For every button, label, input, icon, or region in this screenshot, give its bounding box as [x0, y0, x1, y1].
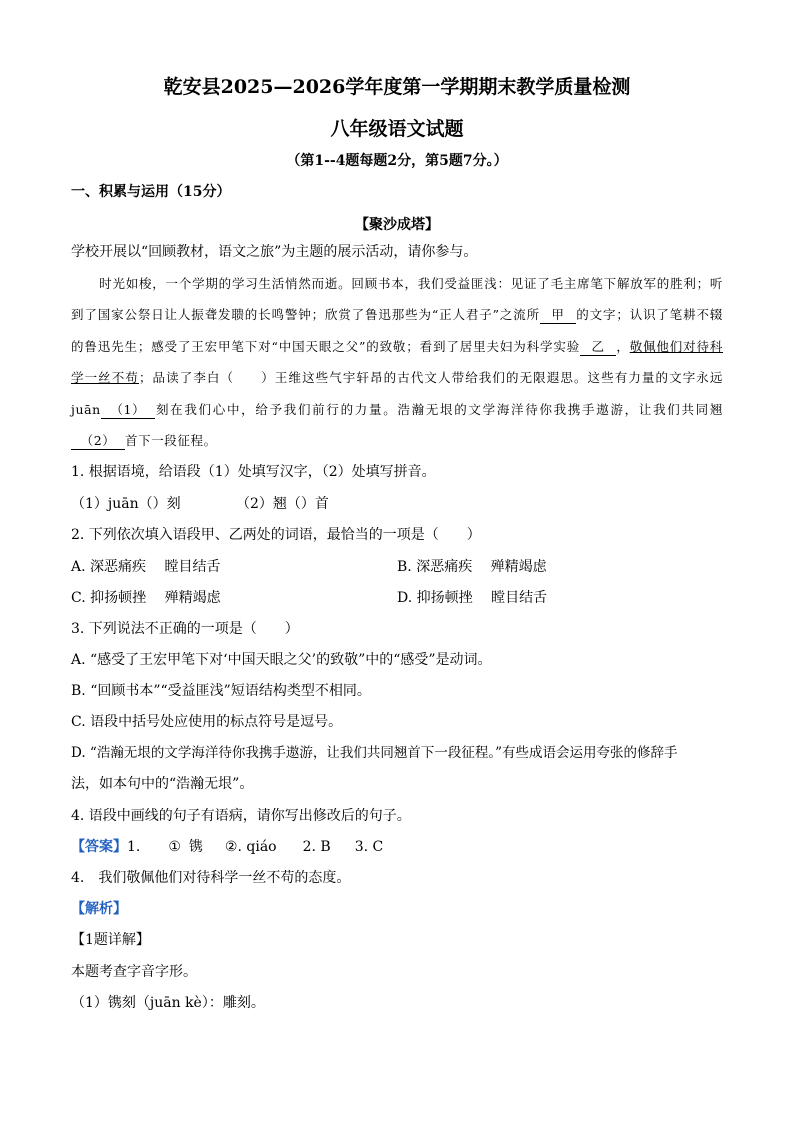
score-note: （第1--4题每题2分，第5题7分。）: [286, 153, 508, 169]
answer-1-value-1: 镌: [188, 839, 203, 855]
question-3-option-a: A. “感受了王宏甲笔下对‘中国天眼之父’的致敬”中的“感受”是动词。: [71, 652, 492, 668]
blank-2: （2）: [71, 433, 125, 450]
answer-1-value-2: . qiáo: [237, 839, 277, 855]
analysis-label: 【解析】: [71, 901, 127, 917]
passage-part-3: ，: [616, 338, 630, 354]
question-1: 1. 根据语境，给语段（1）处填写汉字，（2）处填写拼音。: [71, 464, 436, 480]
answer-3: 3. C: [354, 839, 384, 855]
passage-part-4: ；品读了李白（ ）王维这些气宇轩昂的古代文人带给我们的无限遐思。这些有力量的文字永远juān: [71, 370, 723, 417]
blank-yi: 乙: [580, 339, 616, 356]
passage-part-6: 首下一段征程。: [125, 433, 217, 449]
question-1-part-2: （2）翘（）首: [236, 496, 329, 512]
reading-passage: [71, 268, 723, 456]
blank-jia: 甲: [540, 307, 576, 324]
question-2-option-c: C. 抑扬顿挫 殚精竭虑: [71, 590, 221, 606]
question-2-option-a: A. 深恶痛疾 瞠目结舌: [71, 559, 221, 575]
question-3-option-d-line-1: D. “浩瀚无垠的文学海洋待你我携手遨游，让我们共同翘首下一段征程。”有些成语会运用夸张的修辞手: [71, 745, 678, 761]
question-2: 2. 下列依次填入语段甲、乙两处的词语，最恰当的一项是（ ）: [71, 527, 481, 543]
answer-1-number: 1.: [127, 839, 141, 855]
blank-1: （1）: [101, 402, 155, 419]
question-2-option-b: B. 深恶痛疾 殚精竭虑: [397, 559, 547, 575]
answer-2: 2. B: [302, 839, 331, 855]
exam-subtitle: 八年级语文试题: [330, 118, 464, 140]
question-3-option-d-line-2: 法，如本句中的“浩瀚无垠”。: [71, 776, 254, 792]
question-2-option-d: D. 抑扬顿挫 瞠目结舌: [397, 590, 548, 606]
answer-row: [71, 837, 383, 857]
section-theme: 【聚沙成塔】: [355, 217, 439, 233]
question-3-option-c: C. 语段中括号处应使用的标点符号是逗号。: [71, 714, 343, 730]
question-3: 3. 下列说法不正确的一项是（ ）: [71, 621, 299, 637]
question-3-option-b: B. “回顾书本”“受益匪浅”短语结构类型不相同。: [71, 683, 371, 699]
passage-part-2: 的文字；认识了笔耕不辍的鲁迅先生；感受了王宏甲笔下对“中国天眼之父”的致敬；看到了居里夫妇为科学实验: [71, 307, 723, 354]
answer-1-mark-2: ②: [224, 839, 238, 855]
passage-part-5: 刻在我们心中，给予我们前行的力量。浩瀚无垠的文学海洋待你我携手遨游，让我们共同翘: [154, 401, 723, 417]
exam-title: 乾安县2025—2026学年度第一学期期末教学质量检测: [163, 76, 631, 98]
section-intro: 学校开展以“回顾教材，语文之旅”为主题的展示活动，请你参与。: [71, 244, 478, 260]
question-4: 4. 语段中画线的句子有语病，请你写出修改后的句子。: [71, 808, 411, 824]
passage-part-1: 时光如梭，一个学期的学习生活悄然而逝。回顾书本，我们受益匪浅：见证了毛主席笔下解放军的胜利；听到了国家公祭日让人振聋发聩的长鸣警钟；欣赏了鲁迅那些为“正人君子”之流所: [71, 276, 723, 323]
answer-label: 【答案】: [71, 839, 127, 855]
analysis-text-2: （1）镌刻（juān kè）：雕刻。: [71, 995, 265, 1011]
question-1-part-1: （1）juān（）刻: [71, 496, 181, 512]
analysis-subheading: 【1题详解】: [71, 932, 150, 948]
answer-4: 4. 我们敬佩他们对待科学一丝不苟的态度。: [71, 870, 351, 886]
underlined-sentence: 敬佩他们对待科学一丝不苟: [71, 338, 723, 386]
answer-1-mark-1: ①: [168, 839, 181, 855]
analysis-text-1: 本题考查字音字形。: [71, 964, 197, 980]
section-heading: 一、积累与运用（15分）: [71, 184, 231, 200]
